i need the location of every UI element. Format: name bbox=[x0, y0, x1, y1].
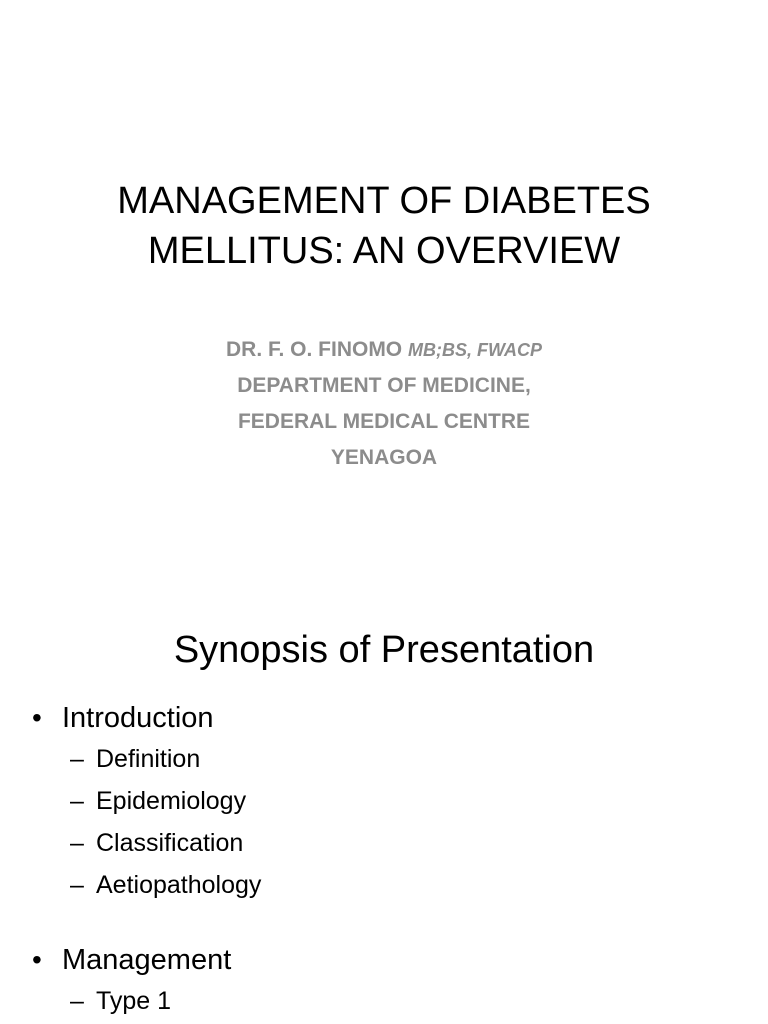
dash-icon: – bbox=[70, 987, 84, 1015]
sub-item-label: Definition bbox=[96, 745, 201, 773]
bullet-list bbox=[30, 698, 730, 1022]
sub-item bbox=[30, 864, 730, 906]
author-line bbox=[40, 332, 728, 368]
bullet-item bbox=[30, 940, 730, 980]
spacer bbox=[30, 906, 730, 940]
bullet-icon: • bbox=[32, 702, 42, 733]
dash-icon: – bbox=[70, 745, 84, 773]
author-name: DR. F. O. FINOMO bbox=[225, 338, 403, 361]
sub-item bbox=[30, 822, 730, 864]
sub-list-wrapper bbox=[30, 980, 730, 1022]
dash-icon: – bbox=[70, 871, 84, 899]
sub-item-label: Type 1 bbox=[96, 987, 172, 1015]
sub-item-label: Aetiopathology bbox=[96, 871, 262, 899]
sub-item bbox=[30, 738, 730, 780]
sub-item bbox=[30, 780, 730, 822]
bullet-icon: • bbox=[32, 944, 42, 975]
slide-title bbox=[40, 176, 728, 276]
dash-icon: – bbox=[70, 829, 84, 857]
bullet-label: Management bbox=[62, 944, 232, 976]
slide-subtitle bbox=[40, 332, 728, 476]
synopsis-slide bbox=[0, 576, 768, 1024]
author-credentials: MB;BS, FWACP bbox=[408, 340, 542, 360]
sub-list bbox=[30, 980, 730, 1022]
sub-list-wrapper bbox=[30, 738, 730, 906]
bullet-label: Introduction bbox=[62, 702, 214, 734]
sub-item-label: Classification bbox=[96, 829, 244, 857]
dash-icon: – bbox=[70, 787, 84, 815]
slide-title-line-1: MANAGEMENT OF DIABETES bbox=[117, 180, 651, 222]
sub-list bbox=[30, 738, 730, 906]
institution: FEDERAL MEDICAL CENTRE bbox=[237, 410, 531, 433]
sub-item-label: Epidemiology bbox=[96, 787, 247, 815]
slide-title-line-2: MELLITUS: AN OVERVIEW bbox=[147, 230, 621, 272]
city: YENAGOA bbox=[330, 446, 438, 469]
department: DEPARTMENT OF MEDICINE, bbox=[237, 374, 531, 397]
synopsis-title: Synopsis of Presentation bbox=[173, 629, 595, 671]
bullet-item bbox=[30, 698, 730, 738]
sub-item bbox=[30, 980, 730, 1022]
